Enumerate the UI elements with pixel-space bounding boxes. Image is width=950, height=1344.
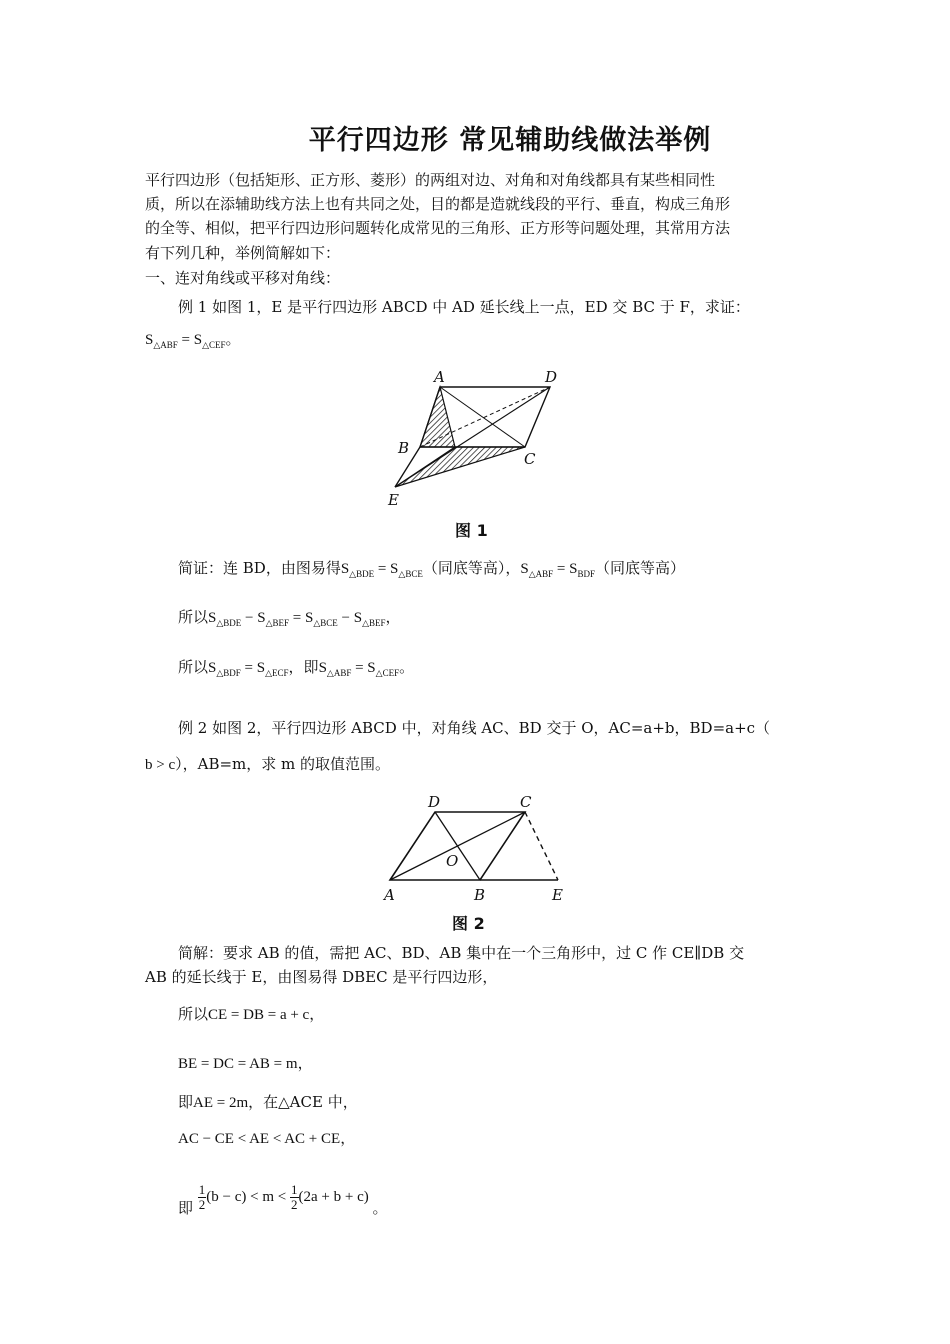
shaded-triangle-cef	[395, 447, 525, 487]
label-a: A	[384, 886, 395, 904]
label-b: B	[398, 439, 410, 457]
line-ce	[525, 812, 558, 880]
example-1-goal: $S_{\triangle ABF} = S_{\triangle CEF}$。	[145, 332, 241, 350]
fraction-half-1: $\frac{1}{2}$	[198, 1182, 206, 1212]
intro-line-2: 质，所以在添辅助线方法上也有共同之处，目的都是造就线段的平行、垂直，构成三角形	[145, 195, 731, 213]
intro-line-4: 有下列几种，举例简解如下：	[145, 244, 341, 262]
example-2-step-4: AC − CE < AE < AC + CE，	[178, 1129, 356, 1147]
figure-2	[380, 792, 570, 907]
fraction-half-2: $\frac{1}{2}$	[291, 1182, 298, 1212]
figure-2-caption: 图 2	[452, 914, 485, 933]
label-o: O	[446, 852, 459, 870]
label-e: E	[388, 491, 399, 509]
label-b: B	[474, 886, 486, 904]
label-a: A	[434, 368, 445, 386]
example-1-proof-line-3: 所以$S_{\triangle BDF} = S_{\triangle ECF}$，即$S_{\triangle ABF} = S_{\triangle CEF}$。	[178, 658, 415, 678]
label-d: D	[428, 793, 441, 811]
example-1-proof-line-2: 所以$S_{\triangle BDE} - S_{\triangle BEF} = S_{\triangle BCE} - S_{\triangle BEF}$，	[178, 608, 401, 628]
example-2-step-2: BE = DC = AB = m，	[178, 1054, 313, 1072]
section-heading-1: 一、连对角线或平移对角线：	[145, 269, 341, 287]
example-2-step-5: 即 $\frac{1}{2}$ (b − c) < m < $\frac{1}{2}$ (2a + b + c) 。	[178, 1182, 388, 1217]
example-1-proof-line-1: 简证：连 BD，由图易得$S_{\triangle BDE} = S_{\triangle BCE}$（同底等高），$S_{\triangle ABF} = S_{BDF}$（同底等高）	[178, 559, 685, 579]
example-1-statement: 例 1 如图 1，E 是平行四边形 ABCD 中 AD 延长线上一点，ED 交 BC 于 F，求证：	[178, 298, 750, 316]
label-c: C	[520, 793, 532, 811]
intro-line-1: 平行四边形（包括矩形、正方形、菱形）的两组对边、对角和对角线都具有某些相同性	[145, 171, 716, 189]
example-2-step-3: 即AE = 2m，在△ACE 中，	[178, 1093, 358, 1111]
example-2-solution-line-2: AB 的延长线于 E，由图易得 DBEC 是平行四边形，	[145, 968, 498, 986]
line-ed	[395, 387, 550, 487]
label-d: D	[545, 368, 558, 386]
figure-1	[380, 365, 580, 515]
intro-line-3: 的全等、相似，把平行四边形问题转化成常见的三角形、正方形等问题处理，其常用方法	[145, 219, 731, 237]
example-2-statement: 例 2 如图 2，平行四边形 ABCD 中，对角线 AC、BD 交于 O，AC=a+b，BD=a+c（	[178, 719, 771, 737]
label-c: C	[524, 450, 536, 468]
label-e: E	[552, 886, 563, 904]
figure-1-caption: 图 1	[455, 521, 488, 540]
example-2-step-1: 所以CE = DB = a + c，	[178, 1005, 325, 1023]
example-2-solution-line-1: 简解：要求 AB 的值，需把 AC、BD、AB 集中在一个三角形中，过 C 作 CE∥DB 交	[178, 944, 745, 962]
page-title: 平行四边形 常见辅助线做法举例	[308, 125, 712, 156]
example-2-statement-cont: b > c），AB=m，求 m 的取值范围。	[145, 755, 391, 773]
